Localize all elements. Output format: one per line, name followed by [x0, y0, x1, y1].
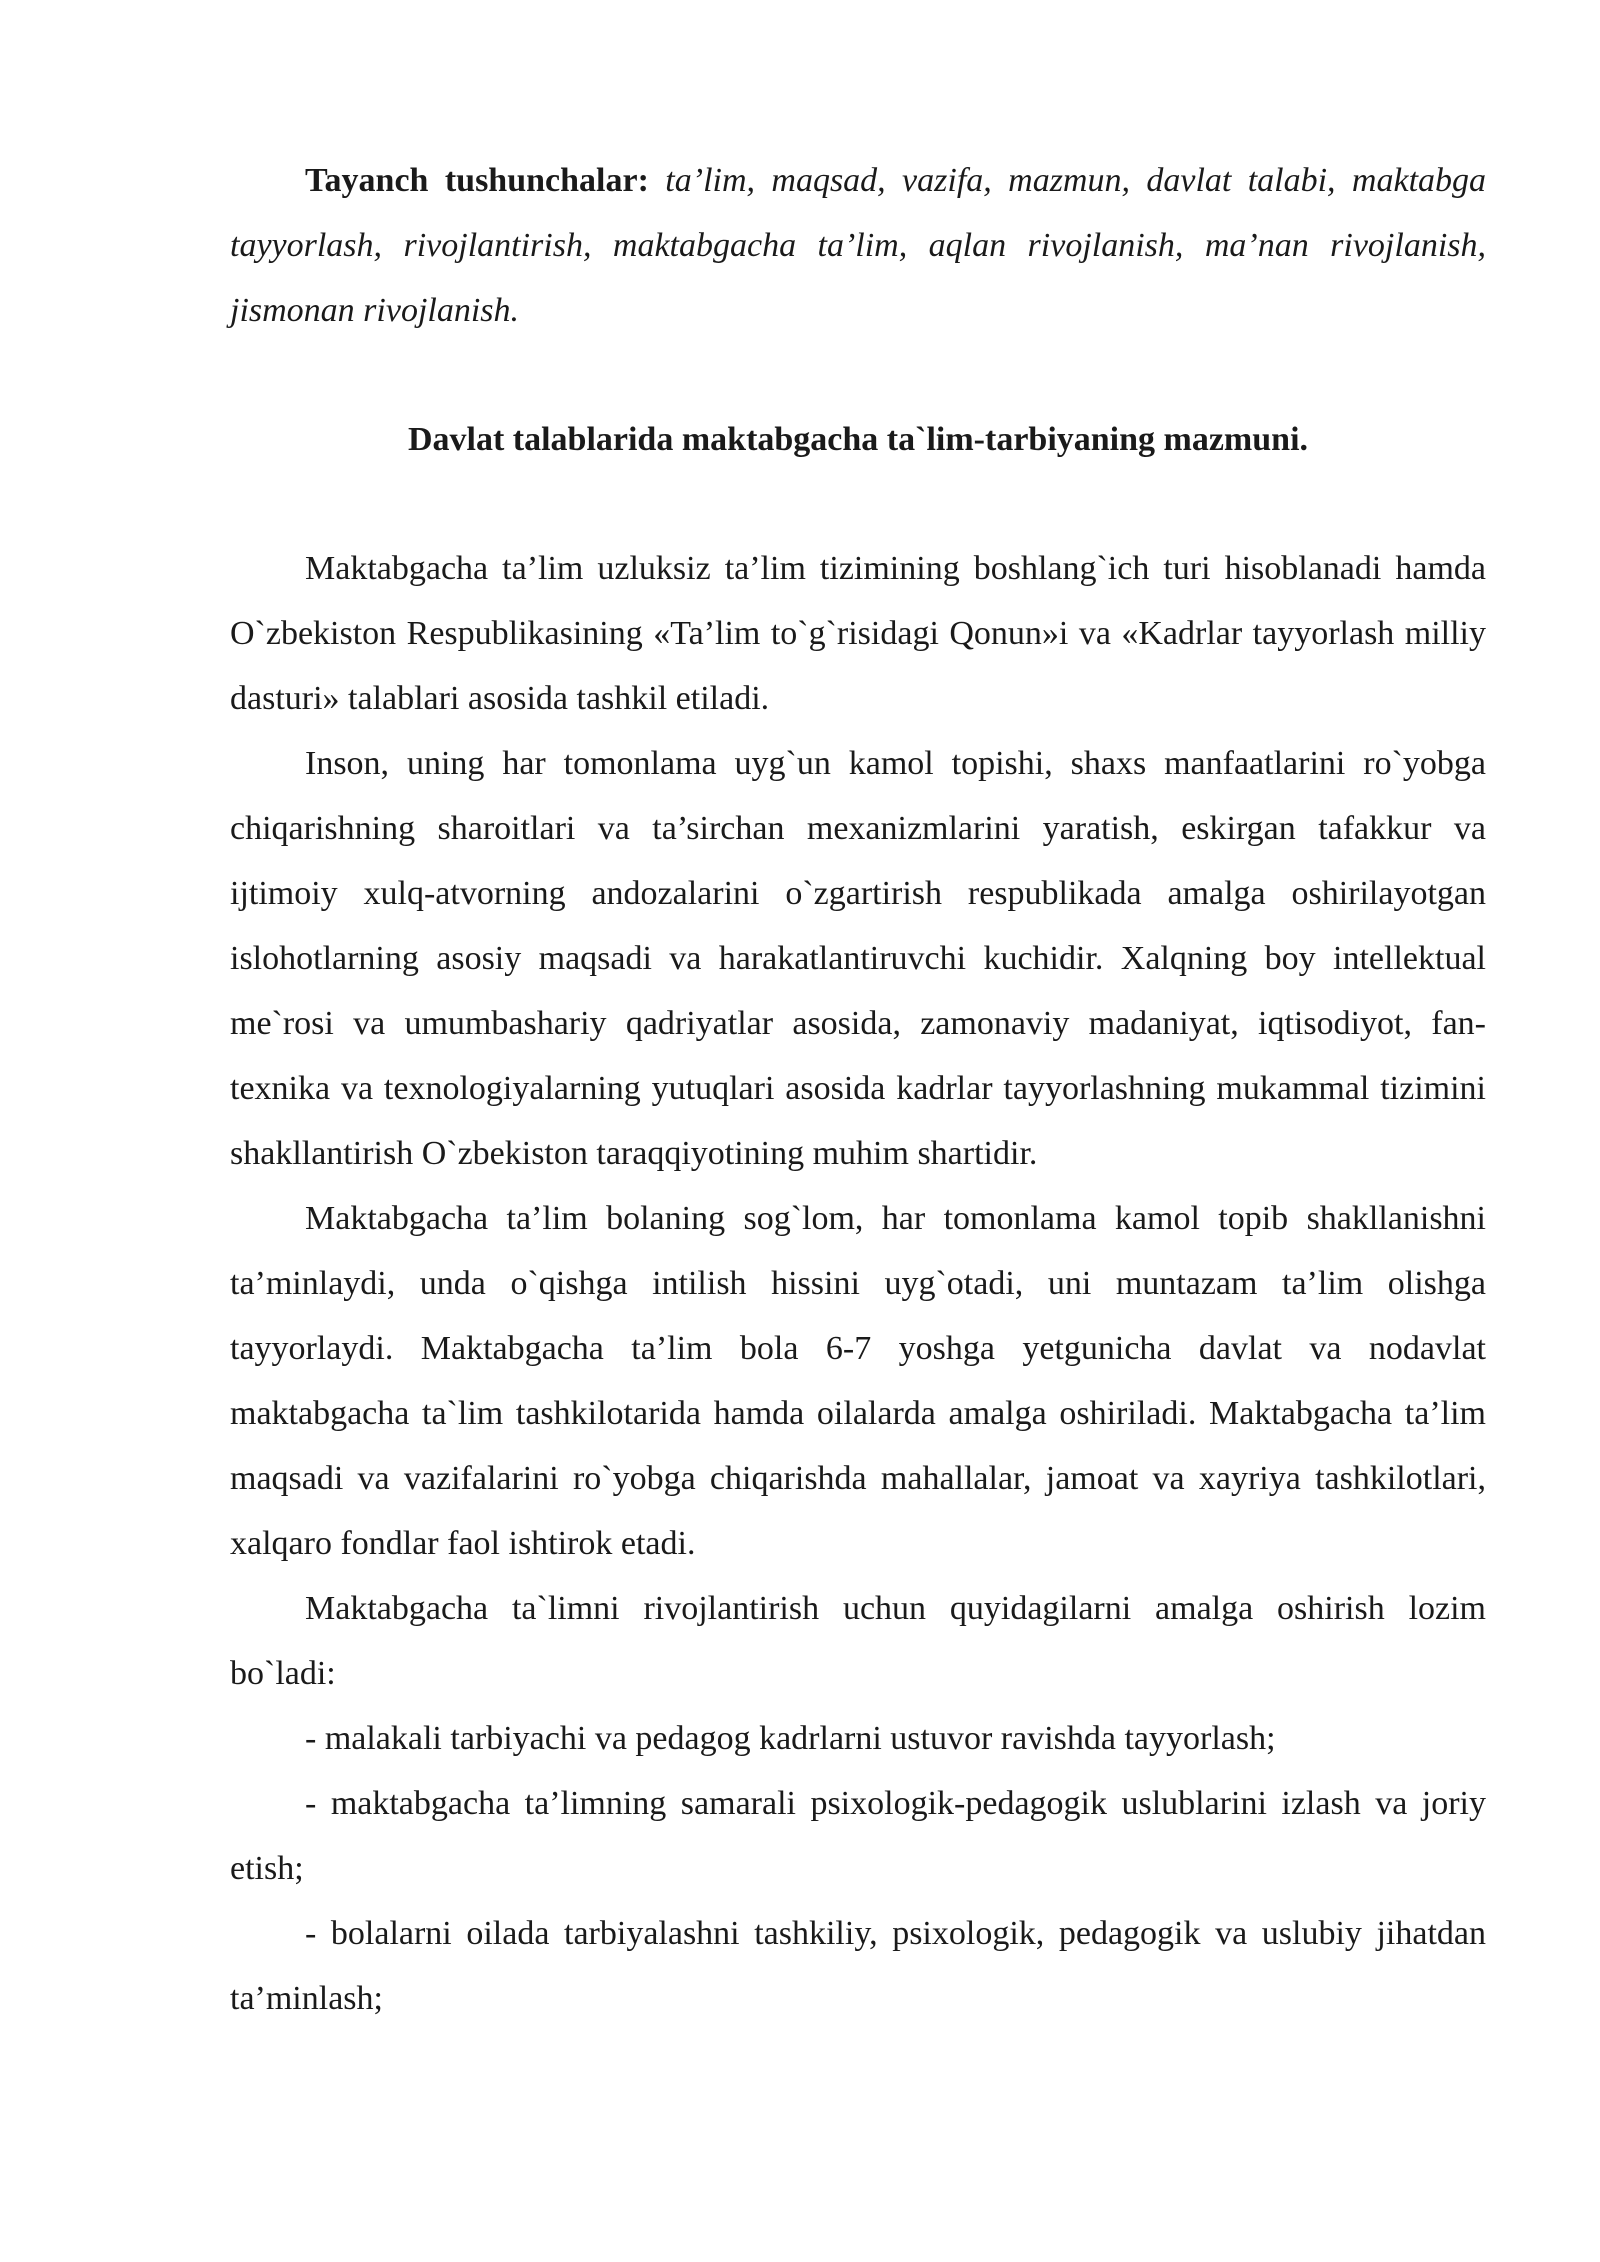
body-paragraph: Maktabgacha ta`limni rivojlantirish uchun quyidagilarni amalga oshirish lozim bo`ladi: [230, 1590, 1486, 1692]
body-paragraph: Inson, uning har tomonlama uyg`un kamol topishi, shaxs manfaatlarini ro`yobga chiqarishning sharoitlari va ta’sirchan mexanizmlarini yaratish, eskirgan tafakkur va ijtimoiy xulq-atvorning andozalarini o`zgartirish respublikada amalga oshirilayotgan islohotlarning asosiy maqsadi va harakatlantiruvchi kuchidir. Xalqning boy intellektual me`rosi va umumbashariy qadriyatlar asosida, zamonaviy madaniyat, iqtisodiyot, fan-texnika va texnologiyalarning yutuqlari asosida kadrlar tayyorlashning mukammal tizimini shakllantirish O`zbekiston taraqqiyotining muhim shartidir. [230, 745, 1486, 1172]
list-item: - maktabgacha ta’limning samarali psixologik-pedagogik uslublarini izlash va joriy etish; [230, 1785, 1486, 1887]
body-paragraph: Maktabgacha ta’lim uzluksiz ta’lim tizimining boshlang`ich turi hisoblanadi hamda O`zbekiston Respublikasining «Ta’lim to`g`risidagi Qonun»i va «Kadrlar tayyorlash milliy dasturi» talablari asosida tashkil etiladi. [230, 550, 1486, 717]
body-paragraph: Maktabgacha ta’lim bolaning sog`lom, har tomonlama kamol topib shakllanishni ta’minlaydi, unda o`qishga intilish hissini uyg`otadi, uni muntazam ta’lim olishga tayyorlaydi. Maktabgacha ta’lim bola 6-7 yoshga yetgunicha davlat va nodavlat maktabgacha ta`lim tashkilotarida hamda oilalarda amalga oshiriladi. Maktabgacha ta’lim maqsadi va vazifalarini ro`yobga chiqarishda mahallalar, jamoat va xayriya tashkilotlari, xalqaro fondlar faol ishtirok etadi. [230, 1200, 1486, 1562]
list-item: - bolalarni oilada tarbiyalashni tashkiliy, psixologik, pedagogik va uslubiy jihatdan ta’minlash; [230, 1915, 1486, 2017]
keywords-terms: ta’lim, maqsad, vazifa, mazmun, davlat talabi, maktabga tayyorlash, rivojlantirish, maktabgacha ta’lim, aqlan rivojlanish, ma’nan rivojlanish, jismonan rivojlanish. [230, 162, 1487, 329]
keywords-lead: Tayanch tushunchalar: [305, 162, 649, 199]
document-body [230, 148, 1486, 2031]
keywords-paragraph [230, 148, 1486, 343]
section-heading: Davlat talablarida maktabgacha ta`lim-tarbiyaning mazmuni. [407, 421, 1309, 458]
list-item: - malakali tarbiyachi va pedagog kadrlarni ustuvor ravishda tayyorlash; [305, 1720, 1276, 1757]
